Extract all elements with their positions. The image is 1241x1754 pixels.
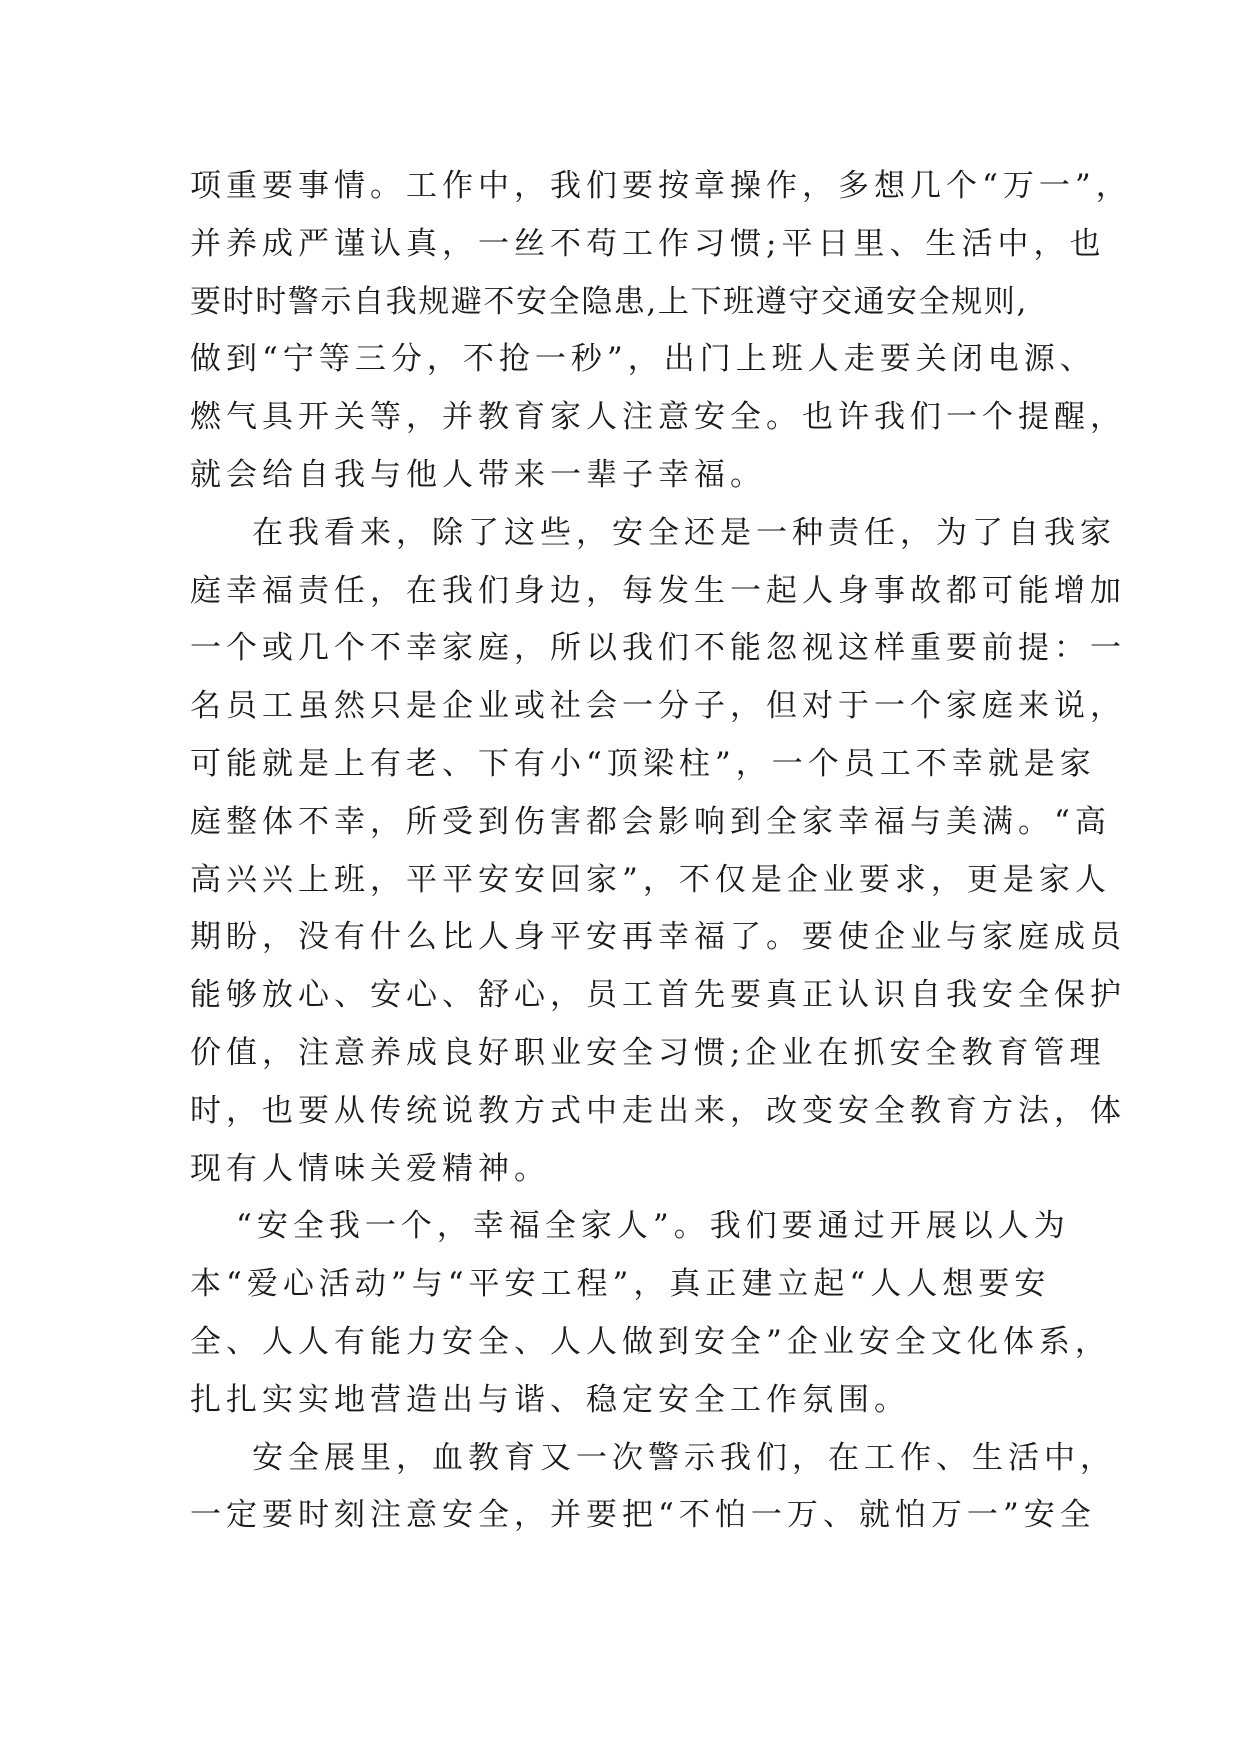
text-line: 可能就是上有老、下有小“顶梁柱”，一个员工不幸就是家 (190, 745, 1096, 782)
paragraph-start-line: “安全我一个，幸福全家人”。我们要通过开展以人为 (236, 1208, 1070, 1245)
body-text (190, 158, 1132, 1545)
text-line: 一个或几个不幸家庭，所以我们不能忽视这样重要前提：一 (190, 630, 1126, 667)
text-line: 要时时警示自我规避不安全隐患,上下班遵守交通安全规则, (190, 283, 1028, 320)
text-line: 一定要时刻注意安全，并要把“不怕一万、就怕万一”安全 (190, 1497, 1096, 1534)
text-line: 扎扎实实地营造出与谐、稳定安全工作氛围。 (190, 1381, 910, 1418)
text-line: 现有人情味关爱精神。 (190, 1150, 550, 1187)
text-line: 价值，注意养成良好职业安全习惯;企业在抓安全教育管理 (190, 1034, 1106, 1071)
text-line: 名员工虽然只是企业或社会一分子，但对于一个家庭来说， (190, 688, 1126, 725)
text-line: 庭幸福责任，在我们身边，每发生一起人身事故都可能增加 (190, 572, 1126, 609)
text-line: 全、人人有能力安全、人人做到安全”企业安全文化体系， (190, 1323, 1111, 1360)
text-line: 就会给自我与他人带来一辈子幸福。 (190, 456, 766, 493)
text-line: 本“爱心活动”与“平安工程”，真正建立起“人人想要安 (190, 1266, 1051, 1303)
text-line: 燃气具开关等，并教育家人注意安全。也许我们一个提醒， (190, 399, 1126, 436)
text-line: 庭整体不幸，所受到伤害都会影响到全家幸福与美满。“高 (190, 803, 1111, 840)
text-line: 项重要事情。工作中，我们要按章操作，多想几个“万一”， (190, 168, 1132, 204)
paragraph-start-line: 在我看来，除了这些，安全还是一种责任，为了自我家 (252, 514, 1116, 551)
text-line: 时，也要从传统说教方式中走出来，改变安全教育方法，体 (190, 1092, 1126, 1129)
text-line: 并养成严谨认真，一丝不苟工作习惯;平日里、生活中，也 (190, 225, 1106, 262)
text-line: 能够放心、安心、舒心，员工首先要真正认识自我安全保护 (190, 977, 1126, 1014)
paragraph-start-line: 安全展里，血教育又一次警示我们，在工作、生活中， (252, 1439, 1116, 1476)
text-line: 期盼，没有什么比人身平安再幸福了。要使企业与家庭成员 (190, 919, 1126, 956)
text-line: 高兴兴上班，平平安安回家”，不仅是企业要求，更是家人 (190, 861, 1111, 898)
text-line: 做到“宁等三分，不抢一秒”，出门上班人走要关闭电源、 (190, 341, 1096, 378)
